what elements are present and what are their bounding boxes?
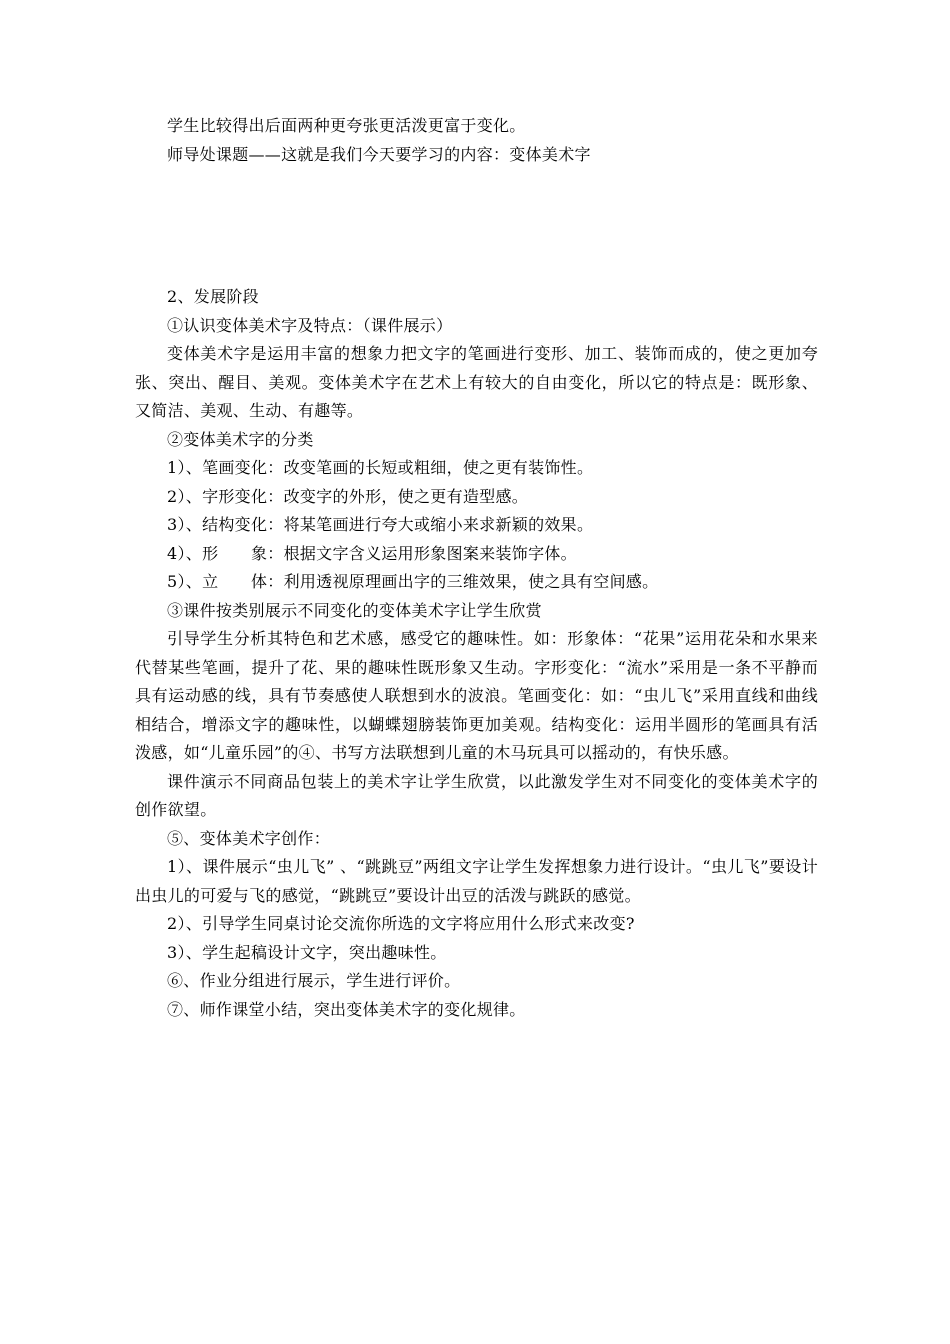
subsection-heading: ③课件按类别展示不同变化的变体美术字让学生欣赏 — [167, 600, 542, 620]
list-item: 2）、引导学生同桌讨论交流你所选的文字将应用什么形式来改变? — [167, 914, 635, 933]
paragraph: 师导处课题——这就是我们今天要学习的内容：变体美术字 — [167, 144, 591, 164]
list-item: 1）、笔画变化：改变笔画的长短或粗细，使之更有装饰性。 — [167, 458, 594, 477]
list-item: 5）、立 体：利用透视原理画出字的三维效果，使之具有空间感。 — [167, 572, 659, 591]
list-item: ⑥、作业分组进行展示，学生进行评价。 — [167, 971, 461, 990]
list-item: 3）、结构变化：将某笔画进行夸大或缩小来求新颖的效果。 — [167, 515, 594, 534]
subsection-heading: ②变体美术字的分类 — [167, 429, 314, 449]
paragraph: 变体美术字是运用丰富的想象力把文字的笔画进行变形、加工、装饰而成的，使之更加夸张、突出、醒目、美观。变体美术字在艺术上有较大的自由变化，所以它的特点是：既形象、又简洁、美观、生动、有趣等。 — [135, 344, 818, 420]
list-item: 3）、学生起稿设计文字，突出趣味性。 — [167, 942, 447, 962]
paragraph: 学生比较得出后面两种更夸张更活泼更富于变化。 — [167, 116, 526, 135]
list-item: 4）、形 象：根据文字含义运用形象图案来装饰字体。 — [167, 543, 577, 563]
subsection-heading: ①认识变体美术字及特点：（课件展示） — [167, 315, 453, 335]
list-item: 2）、字形变化：改变字的外形，使之更有造型感。 — [167, 486, 529, 506]
document-body — [135, 112, 818, 1024]
paragraph: 引导学生分析其特色和艺术感，感受它的趣味性。如：形象体：“花果”运用花朵和水果来代替某些笔画，提升了花、果的趣味性既形象又生动。字形变化：“流水”采用是一条不平静而具有运动感的线，具有节奏感使人联想到水的波浪。笔画变化：如：“虫儿飞”采用直线和曲线相结合，增添文字的趣味性，以蝴蝶翅膀装饰更加美观。结构变化：运用半圆形的笔画具有活泼感，如“儿童乐园”的④、书写方法联想到儿童的木马玩具可以摇动的，有快乐感。 — [135, 629, 818, 762]
spacer — [135, 169, 818, 283]
section-heading: 2、发展阶段 — [167, 287, 259, 306]
subsection-heading: ⑤、变体美术字创作： — [167, 828, 331, 848]
list-item: ⑦、师作课堂小结，突出变体美术字的变化规律。 — [167, 999, 526, 1019]
list-item: 1）、课件展示“虫儿飞” 、“跳跳豆”两组文字让学生发挥想象力进行设计。“虫儿飞”要设计出虫儿的可爱与飞的感觉，“跳跳豆”要设计出豆的活泼与跳跃的感觉。 — [135, 857, 818, 905]
paragraph: 课件演示不同商品包装上的美术字让学生欣赏，以此激发学生对不同变化的变体美术字的创作欲望。 — [135, 771, 818, 819]
